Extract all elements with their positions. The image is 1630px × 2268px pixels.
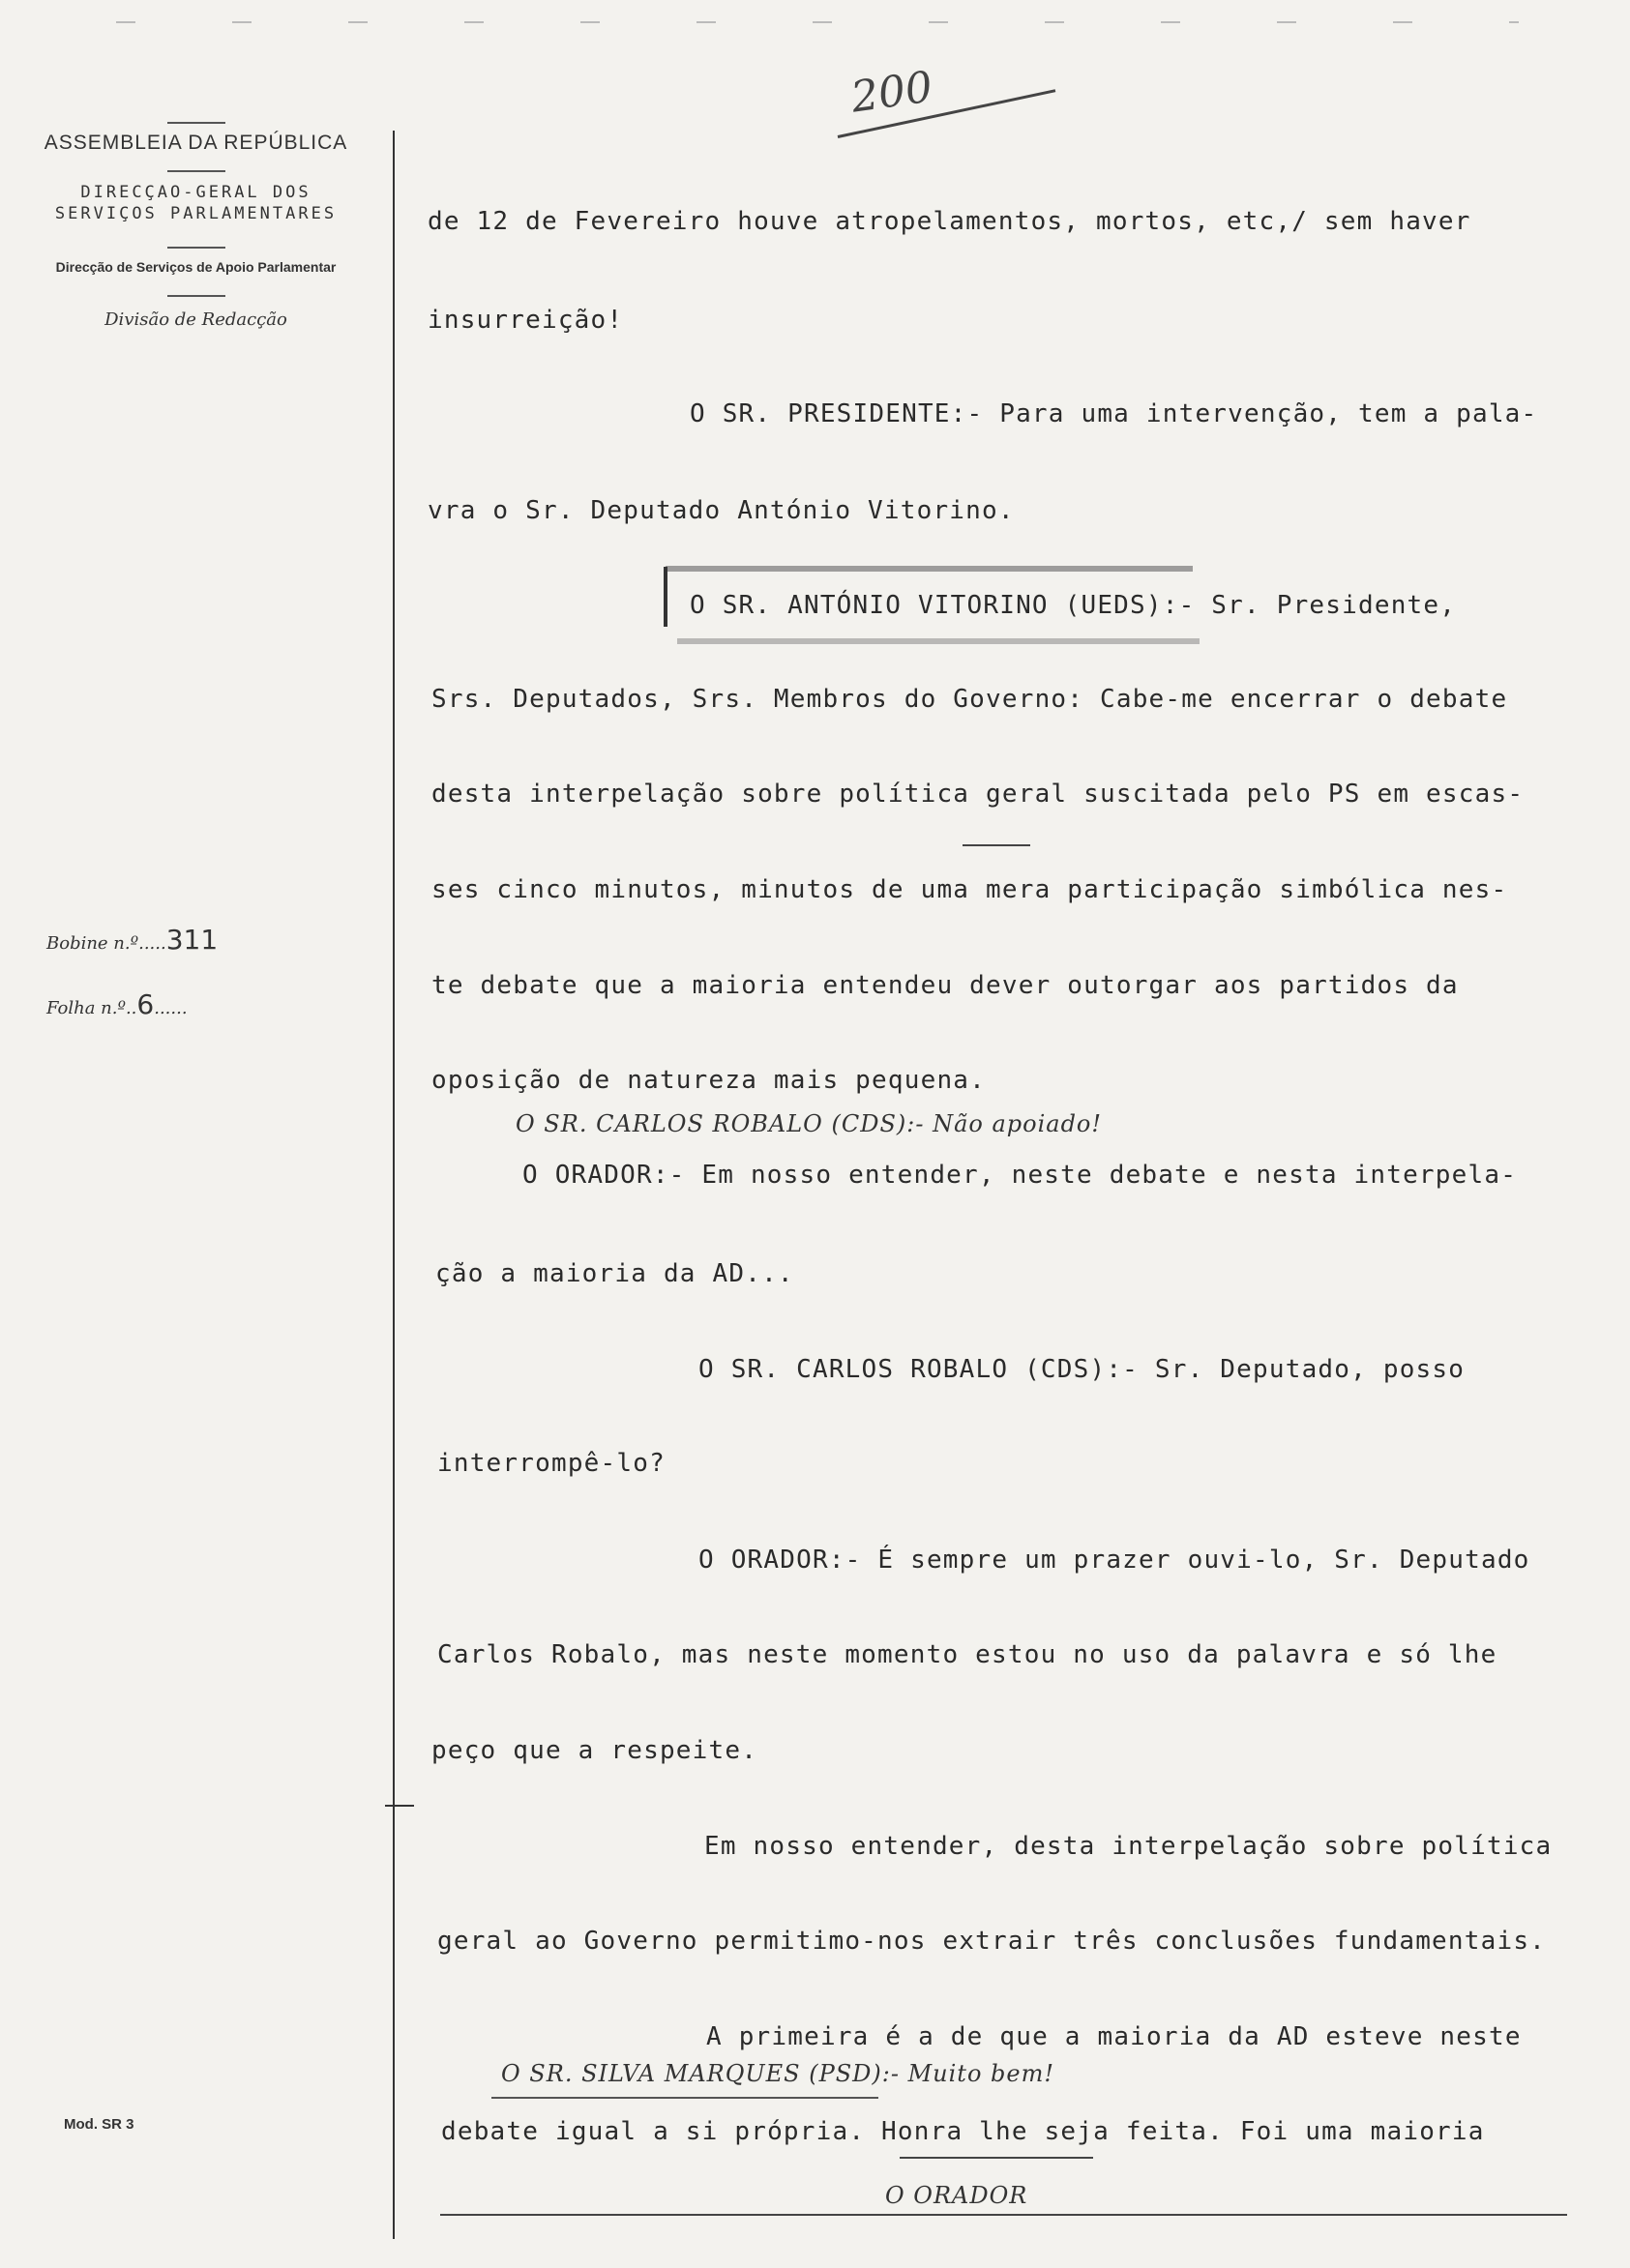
folha-label: Folha n.º: [46, 998, 126, 1018]
letterhead-direction-line1: DIRECÇAO-GERAL DOS: [80, 183, 311, 202]
letterhead-rule-2: [167, 247, 225, 249]
bobine-value: 311: [165, 924, 219, 956]
letterhead-rule-top: [167, 122, 225, 124]
letterhead-rule-1: [167, 170, 225, 172]
text-line-18: peço que a respeite.: [431, 1736, 758, 1765]
speaker-box-left: [664, 567, 667, 627]
handwritten-interjection-2: O SR. SILVA MARQUES (PSD):- Muito bem!: [501, 2060, 1054, 2087]
letterhead-services: Direcção de Serviços de Apoio Parlamentar: [55, 259, 337, 275]
text-line-13: ção a maioria da AD...: [435, 1259, 794, 1288]
margin-line: [393, 131, 395, 2239]
text-line-10: oposição de natureza mais pequena.: [431, 1066, 987, 1095]
top-edge-marks: [116, 21, 1519, 23]
margin-tick: [385, 1805, 414, 1807]
speaker-box-top: [666, 566, 1193, 572]
folha-field: Folha n.º..6......: [46, 988, 188, 1020]
pen-mark-underline: [900, 2157, 1093, 2159]
handwritten-speaker-mark: O ORADOR: [885, 2182, 1028, 2209]
text-line-19: Em nosso entender, desta interpelação sobre política: [704, 1832, 1553, 1861]
text-line-20: geral ao Governo permitimo-nos extrair três conclusões fundamentais.: [437, 1927, 1547, 1956]
speaker-box-bottom: [677, 638, 1200, 644]
text-line-4: vra o Sr. Deputado António Vitorino.: [428, 496, 1015, 525]
text-line-6: Srs. Deputados, Srs. Membros do Governo: Cabe-me encerrar o debate: [431, 685, 1508, 714]
text-line-8: ses cinco minutos, minutos de uma mera participação simbólica nes-: [431, 875, 1508, 904]
handwritten-page-number: 200: [847, 62, 936, 123]
text-line-5: O SR. ANTÓNIO VITORINO (UEDS):- Sr. Presidente,: [690, 591, 1457, 620]
bobine-field: Bobine n.º.....311: [46, 924, 219, 956]
letterhead-organization: ASSEMBLEIA DA REPÚBLICA: [44, 132, 348, 154]
text-line-17: Carlos Robalo, mas neste momento estou no uso da palavra e só lhe: [437, 1640, 1497, 1669]
text-line-21: A primeira é a de que a maioria da AD esteve neste: [706, 2022, 1522, 2051]
letterhead-direction-line2: SERVIÇOS PARLAMENTARES: [54, 204, 338, 223]
pen-mark-1: [963, 844, 1030, 846]
pen-mark-underline-2: [491, 2097, 878, 2099]
text-line-15: interrompê-lo?: [437, 1449, 666, 1478]
text-line-3: O SR. PRESIDENTE:- Para uma intervenção, tem a pala-: [690, 399, 1538, 428]
bottom-rule: [440, 2214, 1567, 2216]
text-line-23: debate igual a si própria. Honra lhe seja feita. Foi uma maioria: [441, 2117, 1485, 2146]
text-line-12: O ORADOR:- Em nosso entender, neste debate e nesta interpela-: [522, 1161, 1518, 1190]
text-line-9: te debate que a maioria entendeu dever outorgar aos partidos da: [431, 971, 1459, 1000]
text-line-2: insurreição!: [428, 306, 624, 335]
letterhead-rule-3: [167, 295, 225, 297]
text-line-16: O ORADOR:- É sempre um prazer ouvi-lo, Sr. Deputado: [698, 1546, 1530, 1575]
bobine-label: Bobine n.º: [46, 933, 139, 954]
form-model-code: Mod. SR 3: [64, 2116, 134, 2133]
text-line-7: desta interpelação sobre política geral suscitada pelo PS em escas-: [431, 780, 1525, 809]
text-line-14: O SR. CARLOS ROBALO (CDS):- Sr. Deputado, posso: [698, 1355, 1466, 1384]
letterhead-division: Divisão de Redacção: [104, 309, 287, 330]
text-line-1: de 12 de Fevereiro houve atropelamentos, mortos, etc,/ sem haver: [428, 207, 1471, 236]
folha-value: 6: [136, 988, 155, 1020]
handwritten-interjection-1: O SR. CARLOS ROBALO (CDS):- Não apoiado!: [516, 1110, 1103, 1137]
